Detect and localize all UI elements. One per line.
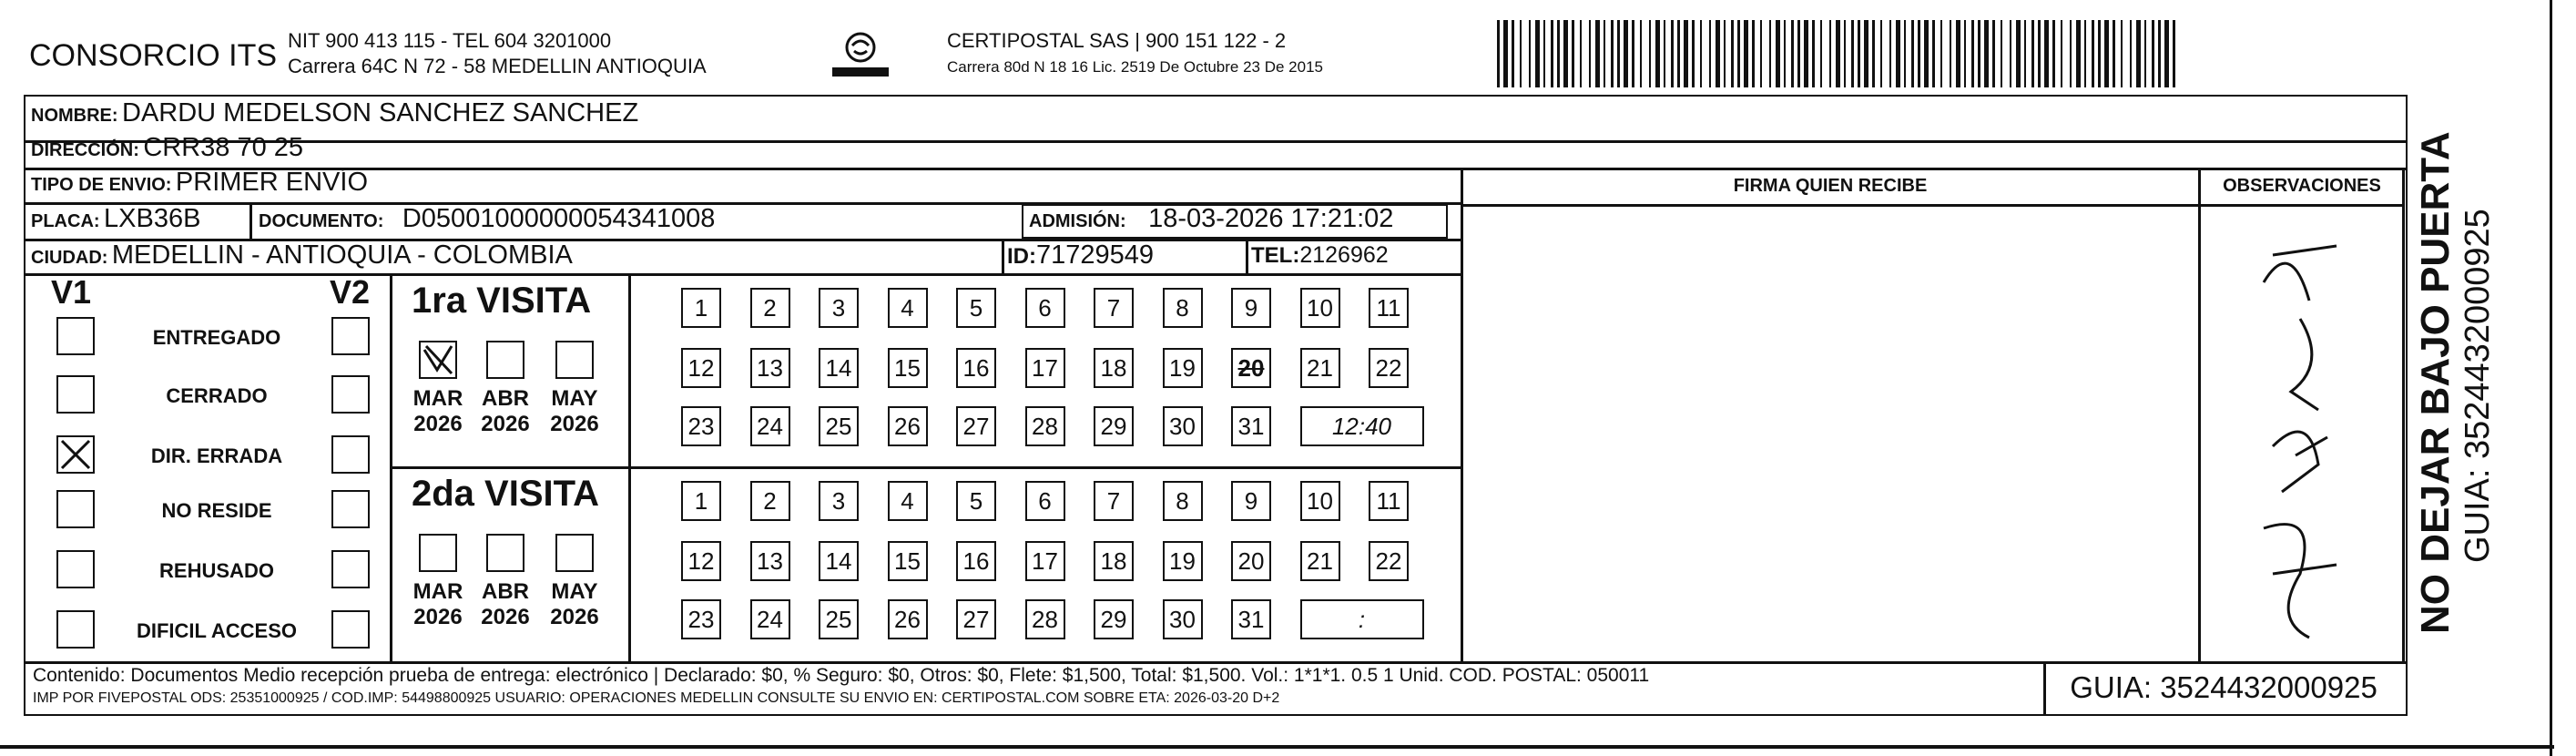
day-box[interactable]: 30 — [1163, 406, 1203, 446]
name-value: DARDU MEDELSON SANCHEZ SANCHEZ — [122, 98, 639, 128]
address-row — [31, 133, 303, 163]
status-label: REHUSADO — [159, 559, 274, 582]
time-box[interactable]: 12:40 — [1300, 406, 1424, 446]
day-box[interactable]: 24 — [750, 406, 790, 446]
day-box[interactable]: 12 — [681, 541, 721, 581]
admission-label: ADMISIÓN: — [1029, 211, 1126, 231]
v1-checkbox[interactable] — [56, 435, 95, 474]
day-box[interactable]: 18 — [1094, 541, 1134, 581]
day-box[interactable]: 3 — [819, 288, 859, 328]
day-box[interactable]: 22 — [1369, 541, 1409, 581]
doc-row — [259, 204, 715, 234]
side-guia: GUIA: 3524432000925 — [2459, 209, 2497, 563]
day-box[interactable]: 21 — [1300, 348, 1340, 388]
day-box[interactable]: 4 — [888, 481, 928, 521]
v2-checkbox[interactable] — [331, 490, 370, 528]
day-box[interactable]: 6 — [1025, 481, 1065, 521]
city-row — [31, 240, 573, 271]
day-box[interactable]: 7 — [1094, 481, 1134, 521]
day-box[interactable]: 15 — [888, 348, 928, 388]
day-box[interactable]: 9 — [1231, 481, 1271, 521]
visit1-title: 1ra VISITA — [412, 281, 592, 321]
v1-checkbox[interactable] — [56, 550, 95, 588]
type-value: PRIMER ENVÍO — [175, 168, 369, 197]
v1-checkbox[interactable] — [56, 610, 95, 649]
month-label: MAY 2026 — [550, 579, 599, 629]
v1-checkbox[interactable] — [56, 490, 95, 528]
day-box[interactable]: 27 — [956, 406, 996, 446]
id-label: ID: — [1007, 244, 1036, 269]
v2-label: V2 — [330, 273, 371, 311]
status-label: DIFICIL ACCESO — [136, 619, 297, 642]
visit2-title: 2da VISITA — [412, 474, 599, 514]
day-box[interactable]: 30 — [1163, 599, 1203, 639]
day-box[interactable]: 2 — [750, 481, 790, 521]
day-box[interactable]: 12 — [681, 348, 721, 388]
status-label: NO RESIDE — [161, 499, 272, 522]
tel-row — [1251, 242, 1389, 269]
day-box[interactable]: 26 — [888, 406, 928, 446]
month-label: ABR 2026 — [481, 386, 530, 436]
day-box[interactable]: 2 — [750, 288, 790, 328]
id-row — [1007, 240, 1154, 271]
plate-value: LXB36B — [104, 204, 201, 233]
id-value: 71729549 — [1036, 240, 1155, 270]
day-box[interactable]: 14 — [819, 541, 859, 581]
day-box[interactable]: 20 — [1231, 541, 1271, 581]
name-label: NOMBRE: — [31, 106, 118, 126]
day-box[interactable]: 13 — [750, 541, 790, 581]
day-box[interactable]: 21 — [1300, 541, 1340, 581]
day-box[interactable]: 13 — [750, 348, 790, 388]
month-checkbox[interactable] — [419, 341, 457, 379]
day-box[interactable]: 23 — [681, 599, 721, 639]
day-box[interactable]: 6 — [1025, 288, 1065, 328]
status-label: CERRADO — [166, 384, 268, 407]
day-box[interactable]: 5 — [956, 481, 996, 521]
certipostal-logo — [827, 27, 894, 86]
day-box[interactable]: 3 — [819, 481, 859, 521]
tel-label: TEL: — [1251, 243, 1300, 268]
plate-label: PLACA: — [31, 211, 100, 231]
day-box[interactable]: 28 — [1025, 599, 1065, 639]
day-box[interactable]: 1 — [681, 481, 721, 521]
side-warning: NO DEJAR BAJO PUERTA — [2413, 131, 2458, 634]
v2-checkbox[interactable] — [331, 435, 370, 474]
company-line1: NIT 900 413 115 - TEL 604 3201000 — [288, 29, 612, 52]
day-box[interactable]: 11 — [1369, 481, 1409, 521]
name-row — [31, 98, 638, 128]
admission-value: 18-03-2026 17:21:02 — [1148, 204, 1394, 233]
month-checkbox[interactable] — [555, 341, 594, 379]
day-box[interactable]: 10 — [1300, 481, 1340, 521]
carrier-line1: CERTIPOSTAL SAS | 900 151 122 - 2 — [947, 29, 1287, 52]
v1-checkbox[interactable] — [56, 375, 95, 414]
day-box[interactable]: 26 — [888, 599, 928, 639]
month-label: ABR 2026 — [481, 579, 530, 629]
status-label: DIR. ERRADA — [150, 444, 283, 467]
address-label: DIRECCIÓN: — [31, 140, 139, 160]
handwritten-signature — [2209, 228, 2391, 647]
day-box[interactable]: 28 — [1025, 406, 1065, 446]
company-line2: Carrera 64C N 72 - 58 MEDELLIN ANTIOQUIA — [288, 55, 707, 77]
obs-label: OBSERVACIONES — [2223, 176, 2381, 196]
city-value: MEDELLIN - ANTIOQUIA - COLOMBIA — [111, 240, 573, 270]
day-box[interactable]: 8 — [1163, 288, 1203, 328]
address-value: CRR38 70 25 — [143, 133, 304, 162]
day-box[interactable]: 4 — [888, 288, 928, 328]
v1-label: V1 — [51, 273, 92, 311]
v1-checkbox[interactable] — [56, 317, 95, 355]
footer-line2: IMP POR FIVEPOSTAL ODS: 25351000925 / COD.IMP: 54498800925 USUARIO: OPERACIONES MEDELLIN CONSULTE SU ENVIO EN: CERTIPOSTAL.COM SOBRE ETA: 2026-03-20 D+2 — [33, 690, 1280, 706]
day-box[interactable]: 16 — [956, 348, 996, 388]
day-box[interactable]: 11 — [1369, 288, 1409, 328]
doc-value: D05001000000054341008 — [402, 204, 716, 233]
month-checkbox[interactable] — [486, 341, 524, 379]
day-box[interactable]: 5 — [956, 288, 996, 328]
day-box[interactable]: 24 — [750, 599, 790, 639]
company-name: CONSORCIO ITS — [29, 38, 278, 73]
carrier-line2: Carrera 80d N 18 16 Lic. 2519 De Octubre 23 De 2015 — [947, 58, 1323, 76]
barcode — [1497, 20, 2182, 87]
v2-checkbox[interactable] — [331, 375, 370, 414]
tel-value: 2126962 — [1299, 242, 1389, 268]
month-label: MAR 2026 — [412, 579, 463, 629]
day-box[interactable]: 17 — [1025, 348, 1065, 388]
footer-guia: GUIA: 3524432000925 — [2070, 670, 2377, 704]
day-box[interactable]: 19 — [1163, 541, 1203, 581]
day-box[interactable]: 7 — [1094, 288, 1134, 328]
day-box[interactable]: 10 — [1300, 288, 1340, 328]
status-label: ENTREGADO — [152, 326, 281, 349]
day-box[interactable]: 31 — [1231, 406, 1271, 446]
month-checkbox[interactable] — [486, 534, 524, 572]
v2-checkbox[interactable] — [331, 317, 370, 355]
v2-checkbox[interactable] — [331, 610, 370, 649]
day-box[interactable]: 27 — [956, 599, 996, 639]
day-box[interactable]: 29 — [1094, 406, 1134, 446]
v2-checkbox[interactable] — [331, 550, 370, 588]
day-box[interactable]: 9 — [1231, 288, 1271, 328]
month-checkbox[interactable] — [555, 534, 594, 572]
city-label: CIUDAD: — [31, 248, 108, 268]
day-box[interactable]: 19 — [1163, 348, 1203, 388]
day-box[interactable]: 29 — [1094, 599, 1134, 639]
day-box[interactable]: 17 — [1025, 541, 1065, 581]
type-label: TIPO DE ENVIO: — [31, 175, 172, 195]
footer-line1: Contenido: Documentos Medio recepción prueba de entrega: electrónico | Declarado: $0, % Seguro: $0, Otros: $0, Flete: $1,500, Total: $1,500. Vol.: 1*1*1. 0.5 1 Unid. COD. POSTAL: 050011 — [33, 665, 1650, 686]
day-box[interactable]: 14 — [819, 348, 859, 388]
month-checkbox[interactable] — [419, 534, 457, 572]
admission-row — [1029, 204, 1393, 234]
time-box[interactable]: : — [1300, 599, 1424, 639]
day-box[interactable]: 8 — [1163, 481, 1203, 521]
day-box[interactable]: 18 — [1094, 348, 1134, 388]
day-box[interactable]: 25 — [819, 406, 859, 446]
month-label: MAR 2026 — [412, 386, 463, 436]
firma-label: FIRMA QUIEN RECIBE — [1733, 176, 1928, 196]
day-box[interactable]: 1 — [681, 288, 721, 328]
day-box[interactable]: 31 — [1231, 599, 1271, 639]
type-row — [31, 168, 368, 198]
plate-row — [31, 204, 200, 234]
day-box[interactable]: 16 — [956, 541, 996, 581]
month-label: MAY 2026 — [550, 386, 599, 436]
day-box[interactable]: 22 — [1369, 348, 1409, 388]
day-box[interactable]: 25 — [819, 599, 859, 639]
day-box[interactable]: 20 — [1231, 348, 1271, 388]
doc-label: DOCUMENTO: — [259, 211, 384, 231]
day-box[interactable]: 15 — [888, 541, 928, 581]
day-box[interactable]: 23 — [681, 406, 721, 446]
